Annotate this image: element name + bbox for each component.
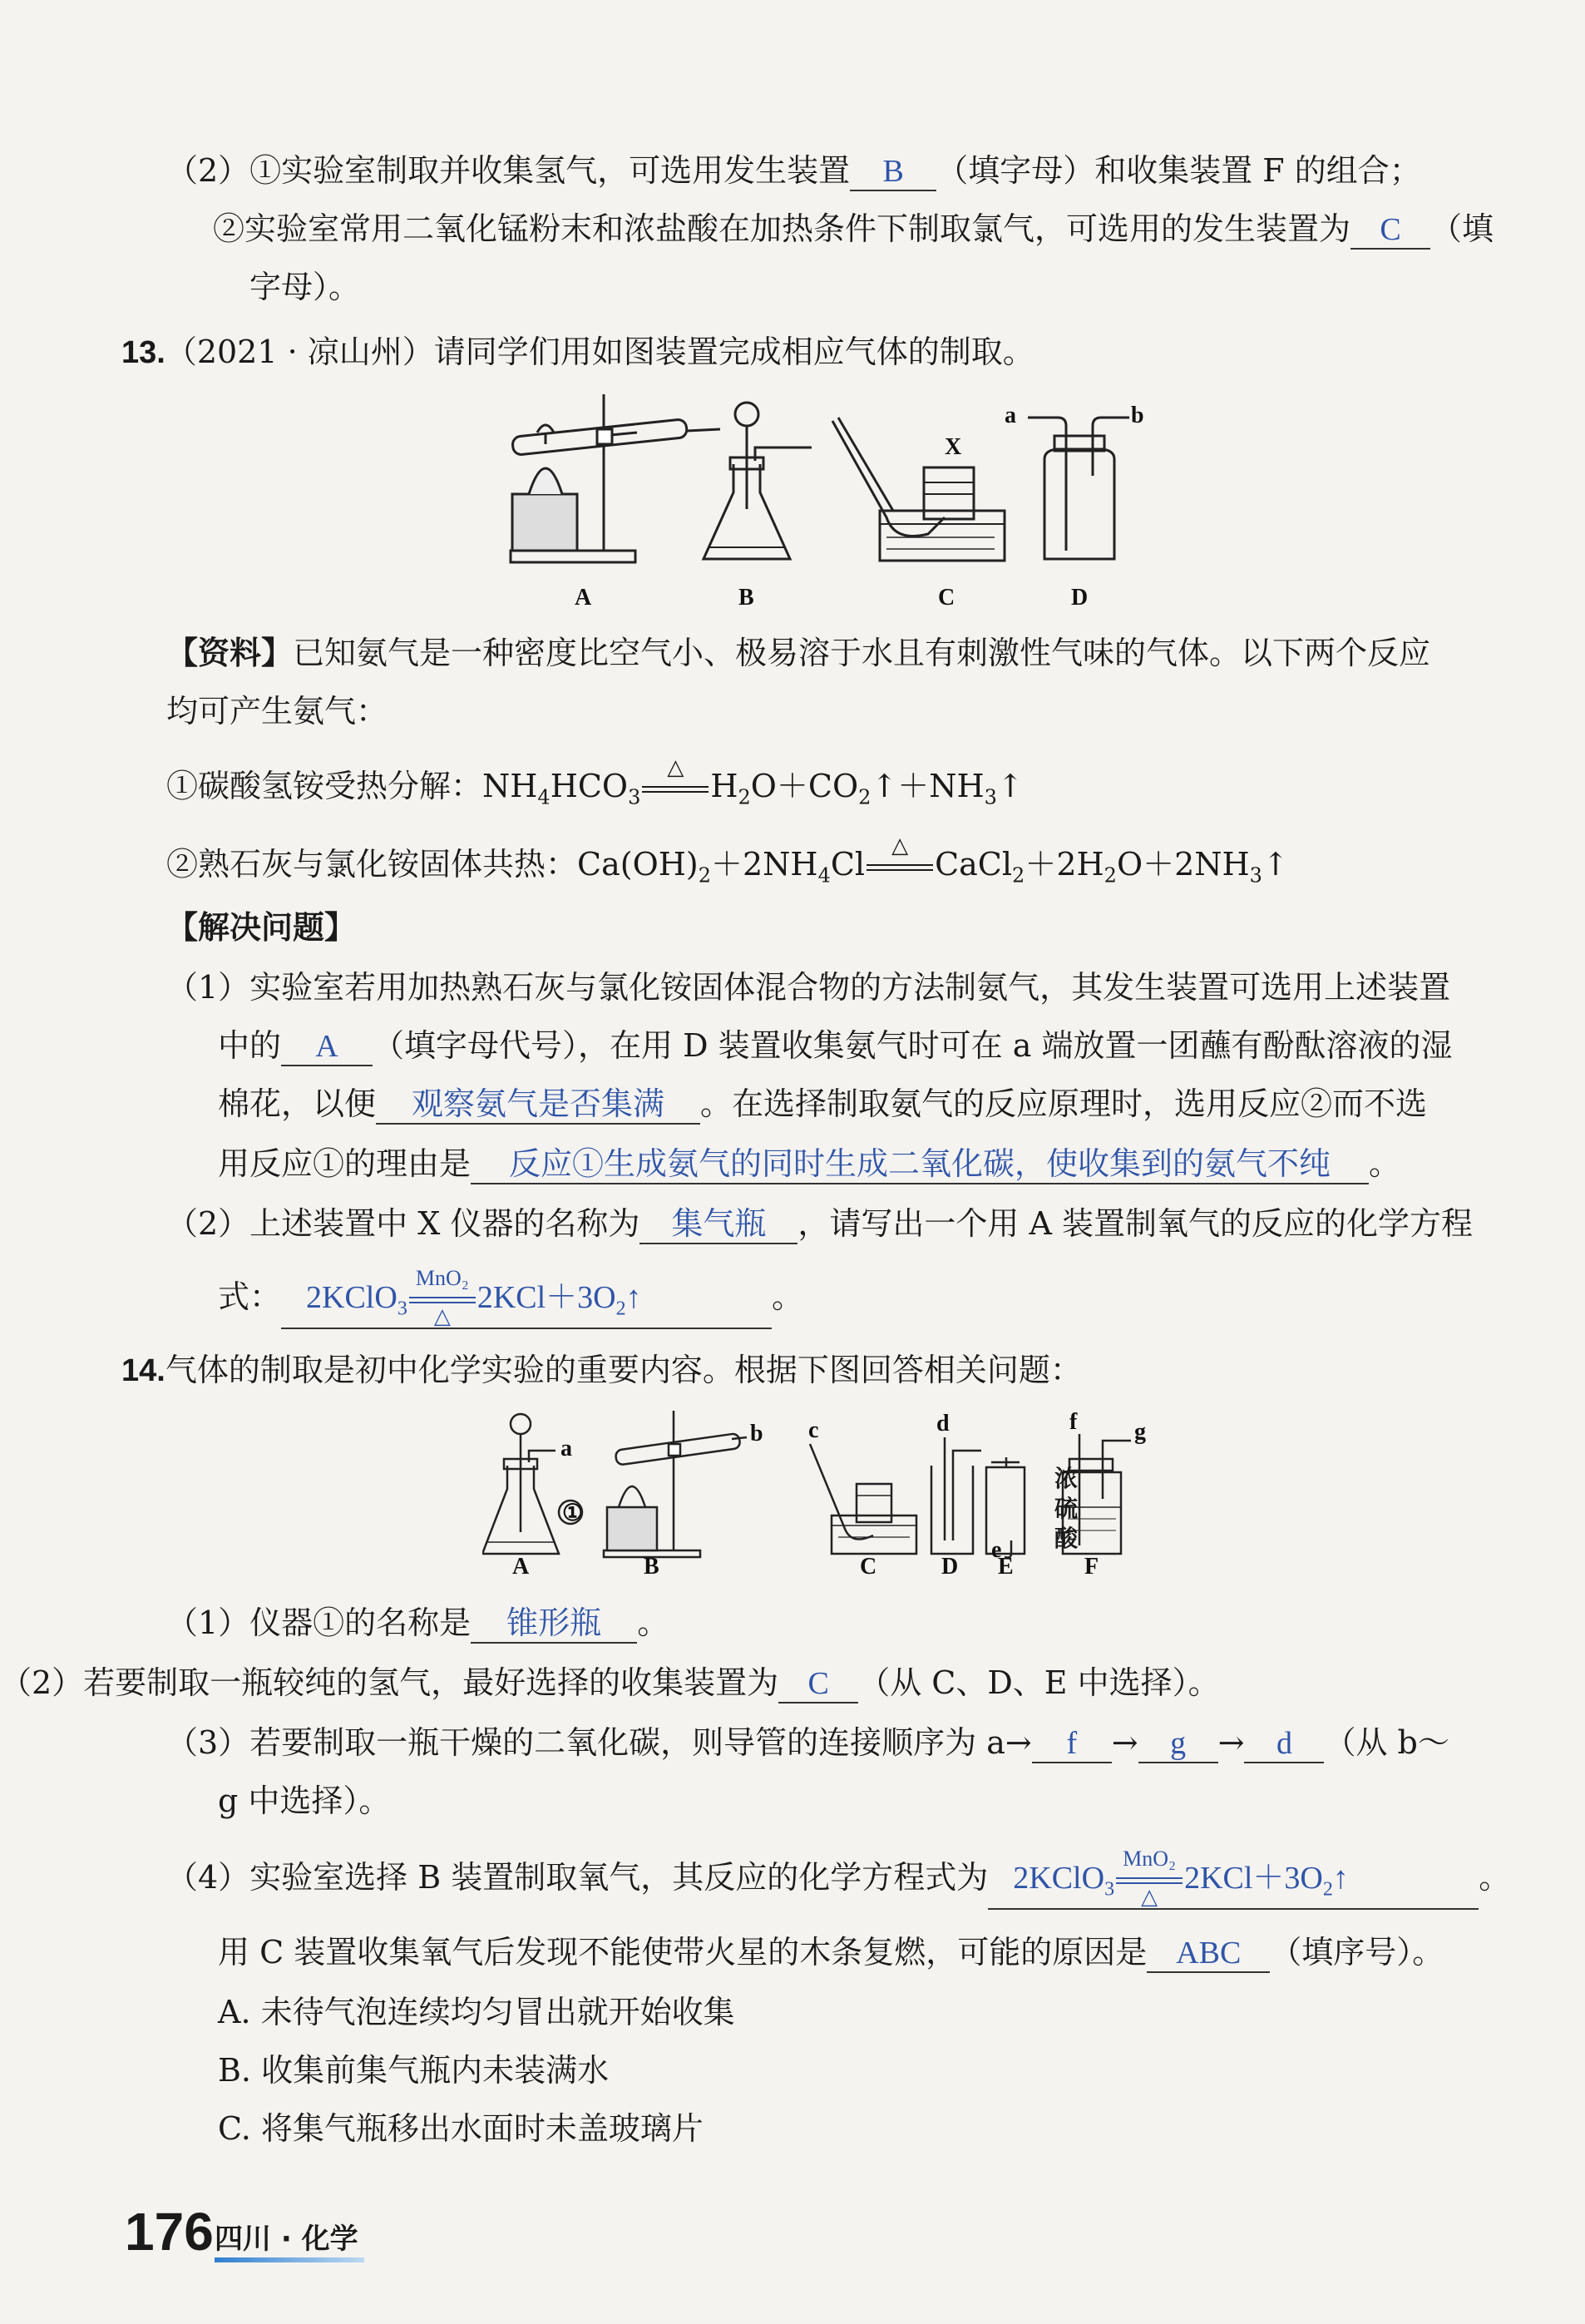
q14-text: 。 <box>637 1605 669 1641</box>
fig-mark-d: d <box>936 1411 950 1436</box>
fig-label-a: A <box>512 1554 530 1580</box>
q14-p3-line1 <box>166 1722 1449 1763</box>
q12-text: 字母）。 <box>249 269 361 305</box>
q14-answer-3b: g <box>1138 1725 1218 1763</box>
q13-text: ，请写出一个用 A 装置制氧气的反应的化学方程 <box>797 1205 1473 1242</box>
q14-text: （从 b～ <box>1324 1724 1449 1761</box>
q13-text: 中的 <box>218 1027 282 1064</box>
q13-text: （填字母代号），在用 D 装置收集氨气时可在 a 端放置一团蘸有酚酞溶液的湿 <box>373 1027 1453 1064</box>
q14-p5 <box>218 1931 1444 1973</box>
q14-answer-2: C <box>778 1665 858 1703</box>
q13-answer-reason: 反应①生成氨气的同时生成二氧化碳，使收集到的氨气不纯 <box>471 1146 1369 1184</box>
q13-p1-line3 <box>218 1083 1427 1125</box>
q14-answer-equation: 2KClO$_3$ MnO₂ △ $2KCl+3O_2↑$ <box>988 1860 1479 1910</box>
apparatus-b <box>604 1411 747 1557</box>
fig-mark-f: f <box>1069 1409 1078 1435</box>
apparatus-c <box>832 418 1005 561</box>
q14-stem-text: 气体的制取是初中化学实验的重要内容。根据下图回答相关问题： <box>165 1352 1082 1388</box>
fig-label-d: D <box>941 1554 959 1580</box>
fig-mark-g: g <box>1134 1419 1146 1445</box>
q14-answer-3c: d <box>1244 1725 1324 1763</box>
equation-sign <box>865 833 935 880</box>
q14-option-b: B. 收集前集气瓶内未装满水 <box>218 2052 610 2089</box>
q12-text: （填字母）和收集装置 F 的组合； <box>936 152 1421 189</box>
heat-symbol: △ <box>433 1304 451 1329</box>
question-number: 14. <box>121 1353 165 1388</box>
arrow: → <box>1217 1724 1245 1761</box>
catalyst-label: MnO₂ <box>1123 1847 1177 1872</box>
q14-option-a: A. 未待气泡连续均匀冒出就开始收集 <box>218 1994 735 2030</box>
fig-label-c: C <box>938 585 955 611</box>
q13-p1-line4 <box>218 1143 1400 1184</box>
apparatus-c <box>810 1444 916 1554</box>
q13-text: 棉花，以便 <box>218 1085 377 1122</box>
q13-text: （1）实验室若用加热熟石灰与氯化铵固体混合物的方法制氨气，其发生装置可选用上述装置 <box>166 969 1451 1006</box>
q12-answer-2: C <box>1350 211 1430 250</box>
page-number: 176 <box>125 2202 214 2262</box>
q14-text: （1）仪器①的名称是 <box>166 1605 472 1641</box>
fig-mark-circle-1: ① <box>562 1501 584 1526</box>
q14-answer-3a: f <box>1032 1725 1112 1763</box>
fig-label-b-port: b <box>1131 403 1144 428</box>
q12-line2 <box>213 208 1494 250</box>
fig-label-c: C <box>860 1554 877 1580</box>
info-text: 已知氨气是一种密度比空气小、极易溶于水且有刺激性气味的气体。以下两个反应 <box>293 635 1431 671</box>
q14-text: g 中选择）。 <box>218 1783 391 1819</box>
heat-symbol: △ <box>667 754 684 780</box>
q13-reaction-2: ②熟石灰与氯化铵固体共热：$Ca(OH)_2+2NH_4Cl$ △ $CaCl_2+2H_2O+2NH_3↑$ <box>166 833 1289 888</box>
q14-p3-line2 <box>218 1780 390 1822</box>
fig-label-b: B <box>644 1554 659 1580</box>
q13-text: 。 <box>1369 1145 1401 1182</box>
fig-label-a-port: a <box>1005 403 1016 428</box>
equation-sign <box>640 754 710 802</box>
q13-reaction-1: ①碳酸氢铵受热分解：$NH_4HCO_3$ △ $H_2O+CO_2↑+NH_3↑$ <box>166 754 1024 809</box>
q12-line1 <box>166 150 1421 191</box>
footer-label: 四川 · 化学 <box>215 2223 358 2256</box>
apparatus-d <box>1028 418 1129 559</box>
q13-answer-device: A <box>281 1028 373 1066</box>
apparatus-b <box>704 403 812 559</box>
info-text: 均可产生氨气： <box>166 693 388 729</box>
reaction-label: ②熟石灰与氯化铵固体共热： <box>166 846 578 883</box>
q13-answer-instrument: 集气瓶 <box>639 1206 797 1244</box>
q13-p1-line1 <box>166 967 1450 1008</box>
apparatus-d <box>931 1437 981 1554</box>
heat-symbol: △ <box>1141 1885 1158 1910</box>
q14-apparatus-figure <box>482 1407 1164 1582</box>
catalyst-label: MnO₂ <box>415 1266 469 1291</box>
q12-answer-1: B <box>850 153 936 191</box>
q14-text: 。 <box>1479 1859 1511 1896</box>
q14-text: （4）实验室选择 B 装置制取氧气，其反应的化学方程式为 <box>166 1859 989 1896</box>
solve-heading: 【解决问题】 <box>166 908 357 946</box>
fig-label-x: X <box>945 434 962 460</box>
fig-mark-b: b <box>750 1421 763 1446</box>
apparatus-a <box>511 394 720 562</box>
fig-label-e: E <box>998 1554 1014 1580</box>
q13-p2-line2 <box>218 1266 804 1329</box>
q13-p1-line2 <box>218 1025 1452 1066</box>
q14-text: （3）若要制取一瓶干燥的二氧化碳，则导管的连接顺序为 a→ <box>166 1724 1032 1761</box>
q12-line3 <box>249 266 360 308</box>
q14-p1 <box>166 1602 669 1644</box>
heat-symbol: △ <box>891 833 909 858</box>
q13-stem-text: （2021 · 凉山州）请同学们用如图装置完成相应气体的制取。 <box>165 334 1034 370</box>
equation-sign <box>407 1266 477 1329</box>
q12-text: （2）①实验室制取并收集氢气，可选用发生装置 <box>166 152 851 189</box>
fig-acid-label: 浓硫酸 <box>1054 1465 1079 1552</box>
q13-answer-purpose: 观察氨气是否集满 <box>376 1086 700 1125</box>
question-number: 13. <box>121 335 165 370</box>
fig-label-b: B <box>738 585 754 611</box>
fig-label-a: A <box>575 585 592 611</box>
fig-label-f: F <box>1084 1554 1099 1580</box>
q13-text: 式： <box>218 1278 282 1315</box>
q14-text: （2）若要制取一瓶较纯的氢气，最好选择的收集装置为 <box>0 1664 779 1701</box>
q13-info-line2 <box>166 690 388 732</box>
footer-bar <box>215 2257 364 2262</box>
q14-answer-5: ABC <box>1147 1935 1270 1973</box>
info-tag: 【资料】 <box>166 634 294 671</box>
q14-p2 <box>0 1662 1220 1703</box>
q12-text: （填 <box>1430 210 1494 247</box>
q13-stem <box>121 331 1034 373</box>
fig-mark-a: a <box>560 1436 572 1461</box>
q14-text: （填序号）。 <box>1270 1934 1444 1970</box>
q14-stem <box>121 1349 1082 1392</box>
fig-label-d: D <box>1071 585 1089 611</box>
q13-answer-equation: 2KClO$_3$ MnO₂ △ $2KCl+3O_2↑$ <box>281 1279 772 1329</box>
equation-sign <box>1114 1847 1184 1910</box>
q14-p4 <box>166 1847 1511 1910</box>
apparatus-a <box>482 1414 559 1554</box>
q13-text: 用反应①的理由是 <box>218 1145 472 1182</box>
q14-text: 用 C 装置收集氧气后发现不能使带火星的木条复燃，可能的原因是 <box>218 1934 1148 1970</box>
q12-text: ②实验室常用二氧化锰粉末和浓盐酸在加热条件下制取氯气，可选用的发生装置为 <box>213 210 1351 247</box>
q13-info-line1 <box>166 632 1430 674</box>
fig-mark-e: e <box>991 1537 1002 1563</box>
q14-text: （从 C、D、E 中选择）。 <box>858 1664 1220 1701</box>
q13-text: （2）上述装置中 X 仪器的名称为 <box>166 1205 640 1242</box>
q13-text: 。 <box>772 1278 804 1315</box>
q14-option-c: C. 将集气瓶移出水面时未盖玻璃片 <box>218 2110 704 2147</box>
q13-text: 。在选择制取氨气的反应原理时，选用反应②而不选 <box>700 1085 1428 1122</box>
fig-mark-c: c <box>808 1417 819 1443</box>
q13-apparatus-figure <box>496 384 1144 617</box>
q13-p2-line1 <box>166 1203 1473 1244</box>
q14-answer-1: 锥形瓶 <box>471 1605 637 1644</box>
reaction-label: ①碳酸氢铵受热分解： <box>166 768 483 804</box>
arrow: → <box>1111 1724 1138 1761</box>
